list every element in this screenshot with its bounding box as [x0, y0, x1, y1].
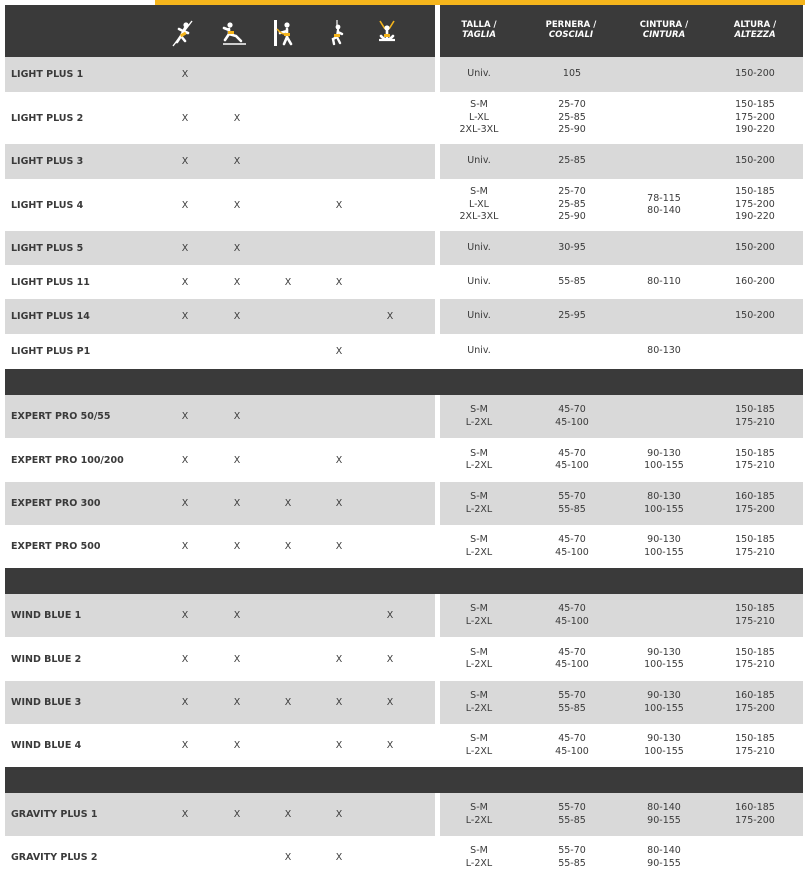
pernera-value: 45-100: [555, 745, 589, 757]
pernera-value: 45-100: [555, 416, 589, 428]
rescue-icon: [221, 19, 247, 47]
talla-value: L-2XL: [465, 745, 493, 757]
altura-value: 190-220: [735, 211, 775, 223]
header-cintura-line2: CINTURA: [642, 30, 686, 40]
altura-cell: [710, 395, 800, 438]
altura-cell: [710, 179, 800, 231]
talla-cell: [434, 793, 524, 836]
activity-mark: X: [284, 697, 292, 708]
cintura-value: 90-155: [647, 857, 681, 869]
altura-value: 160-200: [735, 276, 775, 288]
talla-cell: [434, 482, 524, 525]
altura-cell: [710, 144, 800, 179]
talla-cell: [434, 681, 524, 724]
activity-mark: X: [181, 809, 189, 820]
cintura-value: 100-155: [644, 460, 684, 471]
pernera-cell: [527, 231, 617, 266]
pernera-value: 25-85: [558, 155, 586, 167]
activity-mark: X: [284, 541, 292, 552]
altura-value: 150-200: [735, 155, 775, 167]
table-row: [5, 525, 803, 568]
altura-value: 160-185: [735, 802, 775, 813]
pernera-value: 45-100: [555, 460, 589, 471]
altura-cell: [710, 482, 800, 525]
product-name: LIGHT PLUS 5: [11, 243, 84, 254]
altura-value: 150-185: [735, 447, 775, 459]
rope-access-icon: [170, 19, 196, 47]
pernera-value: 55-85: [558, 857, 586, 869]
cintura-cell: [619, 594, 709, 637]
pernera-cell: [527, 594, 617, 637]
pernera-value: 105: [562, 68, 582, 80]
pernera-value: 30-95: [558, 242, 586, 254]
activity-mark: X: [233, 454, 241, 466]
altura-cell: [710, 438, 800, 482]
cintura-cell: [619, 637, 709, 681]
talla-value: L-2XL: [465, 460, 493, 471]
altura-value: 175-210: [735, 416, 775, 428]
talla-cell: [434, 231, 524, 266]
activity-mark: X: [386, 653, 394, 665]
cintura-value: 90-130: [647, 447, 681, 459]
talla-value: Univ.: [467, 276, 491, 288]
altura-value: 175-210: [735, 546, 775, 558]
cintura-cell: [619, 395, 709, 438]
activity-mark: X: [233, 243, 241, 254]
talla-value: L-XL: [469, 198, 489, 210]
header-talla-line2: TAGLIA: [462, 30, 496, 40]
pernera-value: 55-85: [558, 503, 586, 515]
talla-value: L-2XL: [465, 615, 493, 627]
pernera-value: 55-70: [558, 690, 586, 701]
section-divider: [5, 568, 803, 594]
pernera-cell: [527, 179, 617, 231]
pernera-cell: [527, 525, 617, 568]
cintura-cell: [619, 724, 709, 767]
product-name: WIND BLUE 1: [11, 610, 82, 621]
activity-mark: X: [233, 411, 241, 422]
altura-value: 150-185: [735, 404, 775, 415]
talla-cell: [434, 334, 524, 369]
altura-value: 160-185: [735, 690, 775, 701]
talla-value: S-M: [470, 733, 488, 744]
talla-cell: [434, 836, 524, 879]
activity-mark: X: [181, 277, 189, 288]
table-row: [5, 637, 803, 681]
header-pernera-line1: PERNERA /: [545, 20, 597, 30]
cintura-value: 90-130: [647, 646, 681, 658]
cintura-value: 90-130: [647, 690, 681, 701]
header-talla-line1: TALLA /: [461, 20, 497, 30]
pernera-value: 55-70: [558, 491, 586, 502]
table-row: [5, 179, 803, 231]
pernera-cell: [527, 724, 617, 767]
table-row: [5, 334, 803, 369]
table-row: [5, 681, 803, 724]
table-row: [5, 438, 803, 482]
activity-mark: X: [233, 610, 241, 621]
product-name: LIGHT PLUS 2: [11, 112, 84, 124]
table-row: [5, 144, 803, 179]
talla-value: S-M: [470, 534, 488, 545]
activity-mark: X: [233, 541, 241, 552]
cintura-cell: [619, 265, 709, 300]
product-name: EXPERT PRO 100/200: [11, 454, 124, 466]
cintura-cell: [619, 438, 709, 482]
suspension-seat-icon: [374, 19, 400, 47]
product-name: LIGHT PLUS 4: [11, 199, 84, 211]
altura-value: 175-210: [735, 460, 775, 471]
talla-value: S-M: [470, 646, 488, 658]
activity-mark: X: [233, 277, 241, 288]
altura-cell: [710, 334, 800, 369]
talla-cell: [434, 179, 524, 231]
altura-value: 175-200: [735, 702, 775, 714]
pernera-cell: [527, 637, 617, 681]
cintura-cell: [619, 57, 709, 92]
pernera-value: 25-70: [558, 99, 586, 111]
cintura-cell: [619, 482, 709, 525]
pernera-cell: [527, 334, 617, 369]
pernera-value: 45-70: [558, 646, 586, 658]
talla-cell: [434, 299, 524, 334]
talla-cell: [434, 144, 524, 179]
table-row: [5, 793, 803, 836]
pernera-cell: [527, 836, 617, 879]
work-positioning-icon: [272, 19, 298, 47]
talla-value: S-M: [470, 845, 488, 856]
header-altura-line2: ALTEZZA: [734, 30, 776, 40]
pernera-value: 45-100: [555, 615, 589, 627]
activity-mark: X: [181, 411, 189, 422]
activity-mark: X: [233, 697, 241, 708]
activity-mark: X: [181, 740, 189, 751]
altura-value: 175-200: [735, 111, 775, 123]
talla-cell: [434, 57, 524, 92]
cintura-value: 80-140: [647, 205, 681, 216]
altura-cell: [710, 92, 800, 144]
header-altura-line1: ALTURA /: [733, 20, 777, 30]
pernera-cell: [527, 438, 617, 482]
cintura-cell: [619, 334, 709, 369]
product-name: EXPERT PRO 50/55: [11, 411, 111, 422]
table-row: [5, 594, 803, 637]
cintura-value: 80-110: [647, 276, 681, 288]
pernera-cell: [527, 793, 617, 836]
product-name: WIND BLUE 2: [11, 653, 82, 665]
talla-value: S-M: [470, 447, 488, 459]
product-name: EXPERT PRO 300: [11, 498, 101, 509]
altura-cell: [710, 637, 800, 681]
product-name: GRAVITY PLUS 1: [11, 809, 98, 820]
activity-mark: X: [181, 697, 189, 708]
talla-value: 2XL-3XL: [459, 211, 499, 223]
pernera-cell: [527, 482, 617, 525]
talla-cell: [434, 724, 524, 767]
talla-value: S-M: [470, 802, 488, 813]
altura-value: 175-210: [735, 659, 775, 670]
cintura-value: 80-130: [647, 491, 681, 502]
activity-mark: X: [181, 69, 189, 80]
activity-mark: X: [335, 653, 343, 665]
pernera-cell: [527, 92, 617, 144]
product-name: LIGHT PLUS 11: [11, 277, 90, 288]
cintura-value: 100-155: [644, 659, 684, 670]
cintura-value: 100-155: [644, 546, 684, 558]
pernera-value: 45-70: [558, 447, 586, 459]
cintura-cell: [619, 179, 709, 231]
activity-mark: X: [233, 311, 241, 322]
talla-value: L-2XL: [465, 546, 493, 558]
pernera-value: 25-85: [558, 111, 586, 123]
altura-value: 150-200: [735, 242, 775, 254]
altura-value: 150-185: [735, 733, 775, 744]
altura-value: 190-220: [735, 124, 775, 136]
activity-mark: X: [386, 697, 394, 708]
altura-cell: [710, 525, 800, 568]
talla-cell: [434, 438, 524, 482]
activity-mark: X: [335, 199, 343, 211]
activity-mark: X: [284, 809, 292, 820]
activity-mark: X: [335, 697, 343, 708]
table-row: [5, 265, 803, 300]
activity-mark: X: [181, 498, 189, 509]
activity-mark: X: [233, 112, 241, 124]
header-altura: [713, 20, 797, 40]
talla-value: L-2XL: [465, 503, 493, 515]
product-name: GRAVITY PLUS 2: [11, 852, 98, 863]
activity-mark: X: [335, 498, 343, 509]
pernera-value: 25-90: [558, 124, 586, 136]
table-row: [5, 231, 803, 266]
talla-cell: [434, 92, 524, 144]
talla-cell: [434, 265, 524, 300]
pernera-value: 45-70: [558, 404, 586, 415]
talla-value: L-2XL: [465, 702, 493, 714]
altura-cell: [710, 265, 800, 300]
cintura-value: 90-130: [647, 733, 681, 744]
talla-value: S-M: [470, 186, 488, 198]
altura-cell: [710, 299, 800, 334]
activity-mark: X: [284, 852, 292, 863]
pernera-cell: [527, 265, 617, 300]
pernera-value: 25-70: [558, 186, 586, 198]
product-name: LIGHT PLUS 3: [11, 156, 84, 167]
pernera-value: 45-70: [558, 733, 586, 744]
talla-cell: [434, 525, 524, 568]
activity-mark: X: [181, 454, 189, 466]
activity-mark: X: [181, 653, 189, 665]
activity-mark: X: [386, 311, 394, 322]
pernera-value: 45-100: [555, 659, 589, 670]
pernera-value: 55-85: [558, 702, 586, 714]
altura-cell: [710, 57, 800, 92]
activity-mark: X: [233, 653, 241, 665]
talla-value: S-M: [470, 690, 488, 701]
activity-mark: X: [335, 454, 343, 466]
header-cintura: [622, 20, 706, 40]
activity-mark: X: [233, 156, 241, 167]
talla-value: L-2XL: [465, 857, 493, 869]
activity-mark: X: [386, 610, 394, 621]
talla-value: S-M: [470, 603, 488, 614]
table-row: [5, 57, 803, 92]
cintura-value: 90-155: [647, 814, 681, 826]
talla-cell: [434, 395, 524, 438]
cintura-value: 80-130: [647, 345, 681, 357]
cintura-value: 80-140: [647, 845, 681, 856]
altura-value: 150-185: [735, 646, 775, 658]
cintura-value: 90-130: [647, 534, 681, 545]
table-row: [5, 724, 803, 767]
talla-value: L-2XL: [465, 416, 493, 428]
talla-value: L-2XL: [465, 659, 493, 670]
talla-value: Univ.: [467, 155, 491, 167]
cintura-value: 100-155: [644, 503, 684, 515]
activity-mark: X: [233, 498, 241, 509]
talla-value: L-XL: [469, 111, 489, 123]
table-row: [5, 92, 803, 144]
cintura-cell: [619, 231, 709, 266]
activity-mark: X: [233, 740, 241, 751]
product-name: LIGHT PLUS 1: [11, 69, 84, 80]
altura-value: 150-185: [735, 534, 775, 545]
activity-mark: X: [181, 243, 189, 254]
tree-climbing-icon: [323, 19, 349, 47]
pernera-cell: [527, 57, 617, 92]
altura-value: 175-210: [735, 745, 775, 757]
pernera-value: 25-90: [558, 211, 586, 223]
pernera-cell: [527, 299, 617, 334]
activity-mark: X: [335, 346, 343, 357]
activity-mark: X: [233, 199, 241, 211]
pernera-value: 45-70: [558, 603, 586, 614]
altura-value: 150-185: [735, 603, 775, 614]
cintura-cell: [619, 299, 709, 334]
pernera-value: 55-70: [558, 845, 586, 856]
activity-mark: X: [335, 852, 343, 863]
cintura-value: 100-155: [644, 702, 684, 714]
activity-mark: X: [284, 277, 292, 288]
altura-value: 175-200: [735, 814, 775, 826]
activity-mark: X: [181, 610, 189, 621]
talla-value: Univ.: [467, 345, 491, 357]
talla-value: S-M: [470, 404, 488, 415]
activity-mark: X: [181, 311, 189, 322]
pernera-cell: [527, 395, 617, 438]
altura-cell: [710, 594, 800, 637]
activity-mark: X: [181, 541, 189, 552]
altura-value: 175-200: [735, 503, 775, 515]
activity-mark: X: [233, 809, 241, 820]
pernera-value: 25-85: [558, 198, 586, 210]
table-row: [5, 836, 803, 879]
table-row: [5, 299, 803, 334]
table-header: [5, 5, 803, 57]
cintura-value: 78-115: [647, 192, 681, 204]
cintura-cell: [619, 525, 709, 568]
altura-value: 150-200: [735, 68, 775, 80]
activity-mark: X: [284, 498, 292, 509]
section-divider: [5, 767, 803, 793]
altura-cell: [710, 836, 800, 879]
altura-value: 150-200: [735, 310, 775, 322]
product-name: LIGHT PLUS 14: [11, 311, 90, 322]
altura-value: 175-210: [735, 615, 775, 627]
cintura-cell: [619, 92, 709, 144]
activity-mark: X: [335, 740, 343, 751]
talla-cell: [434, 594, 524, 637]
pernera-cell: [527, 681, 617, 724]
header-talla: [437, 20, 521, 40]
activity-mark: X: [335, 277, 343, 288]
altura-cell: [710, 793, 800, 836]
pernera-value: 55-70: [558, 802, 586, 813]
altura-value: 150-185: [735, 186, 775, 198]
talla-value: Univ.: [467, 242, 491, 254]
product-name: EXPERT PRO 500: [11, 541, 101, 552]
pernera-value: 25-95: [558, 310, 586, 322]
altura-cell: [710, 681, 800, 724]
cintura-value: 80-140: [647, 802, 681, 813]
header-pernera-line2: COSCIALI: [548, 30, 594, 40]
activity-mark: X: [181, 112, 189, 124]
header-pernera: [529, 20, 613, 40]
talla-value: S-M: [470, 99, 488, 111]
cintura-cell: [619, 836, 709, 879]
altura-value: 160-185: [735, 491, 775, 502]
talla-value: 2XL-3XL: [459, 124, 499, 136]
table-row: [5, 395, 803, 438]
cintura-cell: [619, 793, 709, 836]
cintura-cell: [619, 144, 709, 179]
cintura-value: 100-155: [644, 745, 684, 757]
pernera-value: 55-85: [558, 276, 586, 288]
talla-value: Univ.: [467, 68, 491, 80]
activity-mark: X: [181, 199, 189, 211]
header-cintura-line1: CINTURA /: [639, 20, 689, 30]
cintura-cell: [619, 681, 709, 724]
pernera-value: 45-70: [558, 534, 586, 545]
product-name: WIND BLUE 4: [11, 740, 82, 751]
altura-value: 150-185: [735, 99, 775, 111]
activity-mark: X: [335, 809, 343, 820]
pernera-value: 55-85: [558, 814, 586, 826]
pernera-value: 45-100: [555, 546, 589, 558]
talla-value: L-2XL: [465, 814, 493, 826]
table-row: [5, 482, 803, 525]
pernera-cell: [527, 144, 617, 179]
altura-cell: [710, 724, 800, 767]
talla-value: S-M: [470, 491, 488, 502]
altura-value: 175-200: [735, 198, 775, 210]
product-name: LIGHT PLUS P1: [11, 346, 91, 357]
section-divider: [5, 369, 803, 395]
product-name: WIND BLUE 3: [11, 697, 82, 708]
activity-mark: X: [181, 156, 189, 167]
talla-value: Univ.: [467, 310, 491, 322]
talla-cell: [434, 637, 524, 681]
altura-cell: [710, 231, 800, 266]
activity-mark: X: [335, 541, 343, 552]
activity-mark: X: [386, 740, 394, 751]
